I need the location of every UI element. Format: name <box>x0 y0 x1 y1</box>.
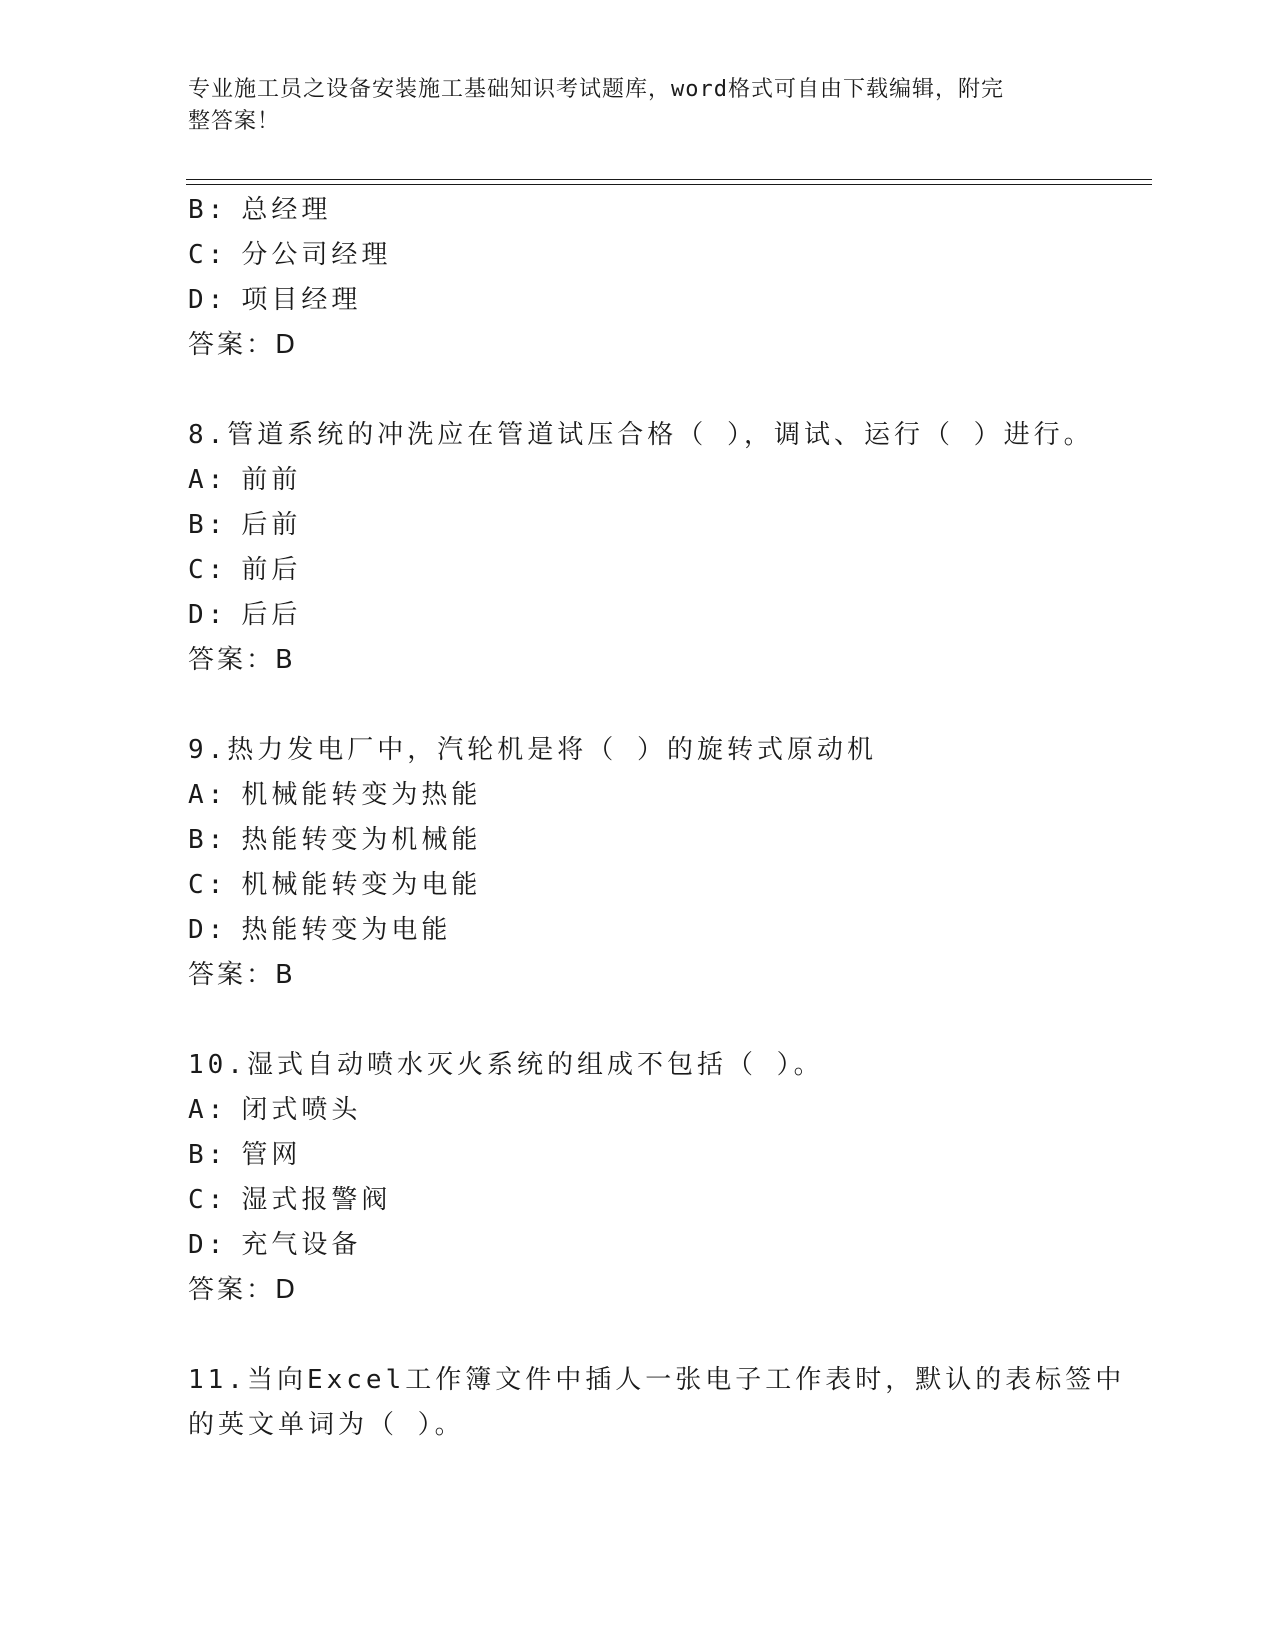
q7-option-c <box>188 237 391 273</box>
q10-answer: 答案：D <box>188 1275 299 1305</box>
q9-question: 9.热力发电厂中，汽轮机是将（ ）的旋转式原动机 <box>188 735 877 765</box>
option-key: B: <box>188 195 228 225</box>
q7-option-d <box>188 282 361 318</box>
option-key: C: <box>188 870 228 900</box>
option-key: B: <box>188 825 228 855</box>
option-text: 分公司经理 <box>241 240 392 270</box>
option-key: C: <box>188 555 228 585</box>
option-text: 湿式报警阀 <box>241 1185 392 1215</box>
option-key: A: <box>188 465 228 495</box>
option-key: B: <box>188 510 228 540</box>
q11-question-line-2: 的英文单词为（ ）。 <box>188 1410 465 1440</box>
q8-option-c <box>188 552 301 588</box>
option-key: D: <box>188 1230 228 1260</box>
option-text: 机械能转变为电能 <box>241 870 482 900</box>
option-key: C: <box>188 1185 228 1215</box>
option-text: 前前 <box>241 465 302 495</box>
option-text: 闭式喷头 <box>241 1095 362 1125</box>
q10-option-b <box>188 1137 301 1173</box>
header-divider-top <box>186 179 1152 180</box>
q7-answer: 答案：D <box>188 330 299 360</box>
option-key: C: <box>188 240 228 270</box>
option-key: B: <box>188 1140 228 1170</box>
q9-option-d <box>188 912 451 948</box>
option-text: 后后 <box>241 600 302 630</box>
option-text: 热能转变为机械能 <box>241 825 482 855</box>
option-text: 充气设备 <box>241 1230 362 1260</box>
option-text: 前后 <box>241 555 302 585</box>
document-header <box>188 74 1068 138</box>
option-text: 热能转变为电能 <box>241 915 452 945</box>
q8-option-b <box>188 507 301 543</box>
option-text: 机械能转变为热能 <box>241 780 482 810</box>
header-title-line-1: 专业施工员之设备安装施工基础知识考试题库，word格式可自由下载编辑，附完 <box>188 77 1004 102</box>
q7-option-b <box>188 192 331 228</box>
option-text: 项目经理 <box>241 285 362 315</box>
option-key: A: <box>188 780 228 810</box>
option-key: A: <box>188 1095 228 1125</box>
q9-option-b <box>188 822 481 858</box>
q9-answer: 答案：B <box>188 960 296 990</box>
header-title-line-2: 整答案！ <box>188 109 281 134</box>
option-text: 管网 <box>241 1140 302 1170</box>
q10-question: 10.湿式自动喷水灭火系统的组成不包括（ ）。 <box>188 1050 824 1080</box>
q10-option-d <box>188 1227 361 1263</box>
q8-option-d <box>188 597 301 633</box>
option-key: D: <box>188 915 228 945</box>
option-text: 后前 <box>241 510 302 540</box>
q9-option-c <box>188 867 481 903</box>
option-key: D: <box>188 285 228 315</box>
header-divider-bottom <box>186 184 1152 185</box>
q9-option-a <box>188 777 481 813</box>
q10-option-a <box>188 1092 361 1128</box>
q11-question-line-1: 11.当向Excel工作簿文件中插人一张电子工作表时，默认的表标签中 <box>188 1365 1126 1395</box>
q10-option-c <box>188 1182 391 1218</box>
q8-answer: 答案：B <box>188 645 296 675</box>
q8-option-a <box>188 462 301 498</box>
q8-question: 8.管道系统的冲洗应在管道试压合格（ ），调试、运行（ ）进行。 <box>188 420 1094 450</box>
option-key: D: <box>188 600 228 630</box>
option-text: 总经理 <box>241 195 332 225</box>
